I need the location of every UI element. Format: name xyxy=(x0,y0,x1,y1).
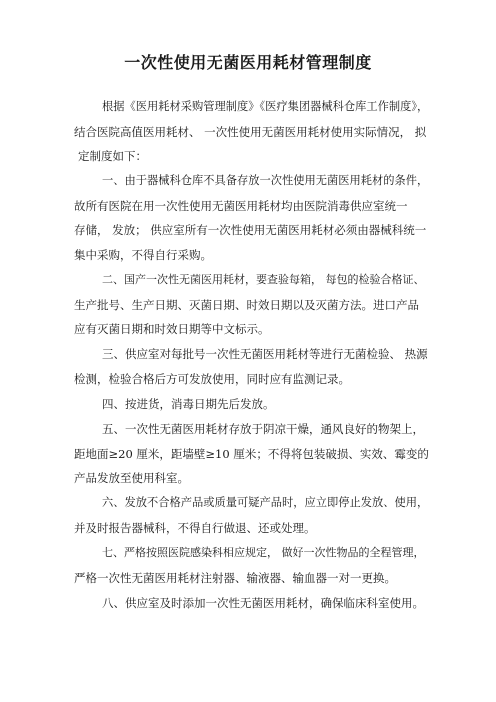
paragraph-item-1 xyxy=(74,169,430,268)
paragraph-line: 七、严格按照医院感染科相应规定， 做好一次性物品的全程管理， xyxy=(102,546,425,559)
paragraph-intro xyxy=(74,95,430,169)
paragraph-item-2 xyxy=(74,268,430,342)
paragraph-line: 五、一次性无菌医用耗材存放于阴凉干燥，通风良好的物架上， xyxy=(102,422,424,436)
paragraph-line: 结合医院高值医用耗材、 一次性使用无菌医用耗材使用实际情况， 拟 xyxy=(74,124,427,139)
paragraph-line: 应有灭菌日期和时效日期等中文标示。 xyxy=(74,322,270,337)
paragraph-item-4 xyxy=(74,392,430,417)
paragraph-line: 集中采购，不得自行采购。 xyxy=(74,248,212,263)
paragraph-item-6 xyxy=(74,491,430,540)
paragraph-line: 一、由于器械科仓库不具备存放一次性使用无菌医用耗材的条件， xyxy=(102,174,429,187)
paragraph-line: 检测，检验合格后方可发放使用，同时应有监测记录。 xyxy=(74,371,350,386)
paragraph-item-3 xyxy=(74,342,430,391)
paragraph-item-5 xyxy=(74,417,430,491)
paragraph-line: 三、供应室对每批号一次性无菌医用耗材等进行无菌检验、 热源 xyxy=(102,347,428,361)
paragraph-line: 根据《医用耗材采购管理制度》《医疗集团器械科仓库工作制度》， xyxy=(102,100,429,113)
paragraph-line: 存储， 发放； 供应室所有一次性使用无菌医用耗材必须由器械科统一 xyxy=(74,223,427,238)
paragraph-line: 八、供应室及时添加一次性无菌医用耗材，确保临床科室使用。 xyxy=(102,596,424,610)
paragraph-line: 六、发放不合格产品或质量可疑产品时，应立即停止发放、使用， xyxy=(102,496,429,509)
paragraph-line: 二、国产一次性无菌医用耗材，要查验每箱， 每包的检验合格证、 xyxy=(102,273,425,286)
paragraph-item-8 xyxy=(74,591,430,616)
paragraph-line: 四、按进货，消毒日期先后发放。 xyxy=(102,397,275,411)
paragraph-line: 定制度如下： xyxy=(78,149,147,164)
paragraph-line: 严格一次性无菌医用耗材注射器、输液器、输血器一对一更换。 xyxy=(74,570,396,585)
document-title: 一次性使用无菌医用耗材管理制度 xyxy=(124,53,372,72)
paragraph-line: 距地面≥20 厘米，距墙壁≥10 厘米；不得将包装破损、实效、霉变的 xyxy=(74,446,429,461)
paragraph-line: 产品发放至使用科室。 xyxy=(74,471,189,486)
paragraph-line: 并及时报告器械科，不得自行做退、还或处理。 xyxy=(74,520,316,535)
paragraph-item-7 xyxy=(74,541,430,590)
paragraph-line: 故所有医院在用一次性使用无菌医用耗材均由医院消毒供应室统一 xyxy=(74,198,408,213)
paragraph-line: 生产批号、生产日期、灭菌日期、时效日期以及灭菌方法。进口产品 xyxy=(74,297,419,312)
